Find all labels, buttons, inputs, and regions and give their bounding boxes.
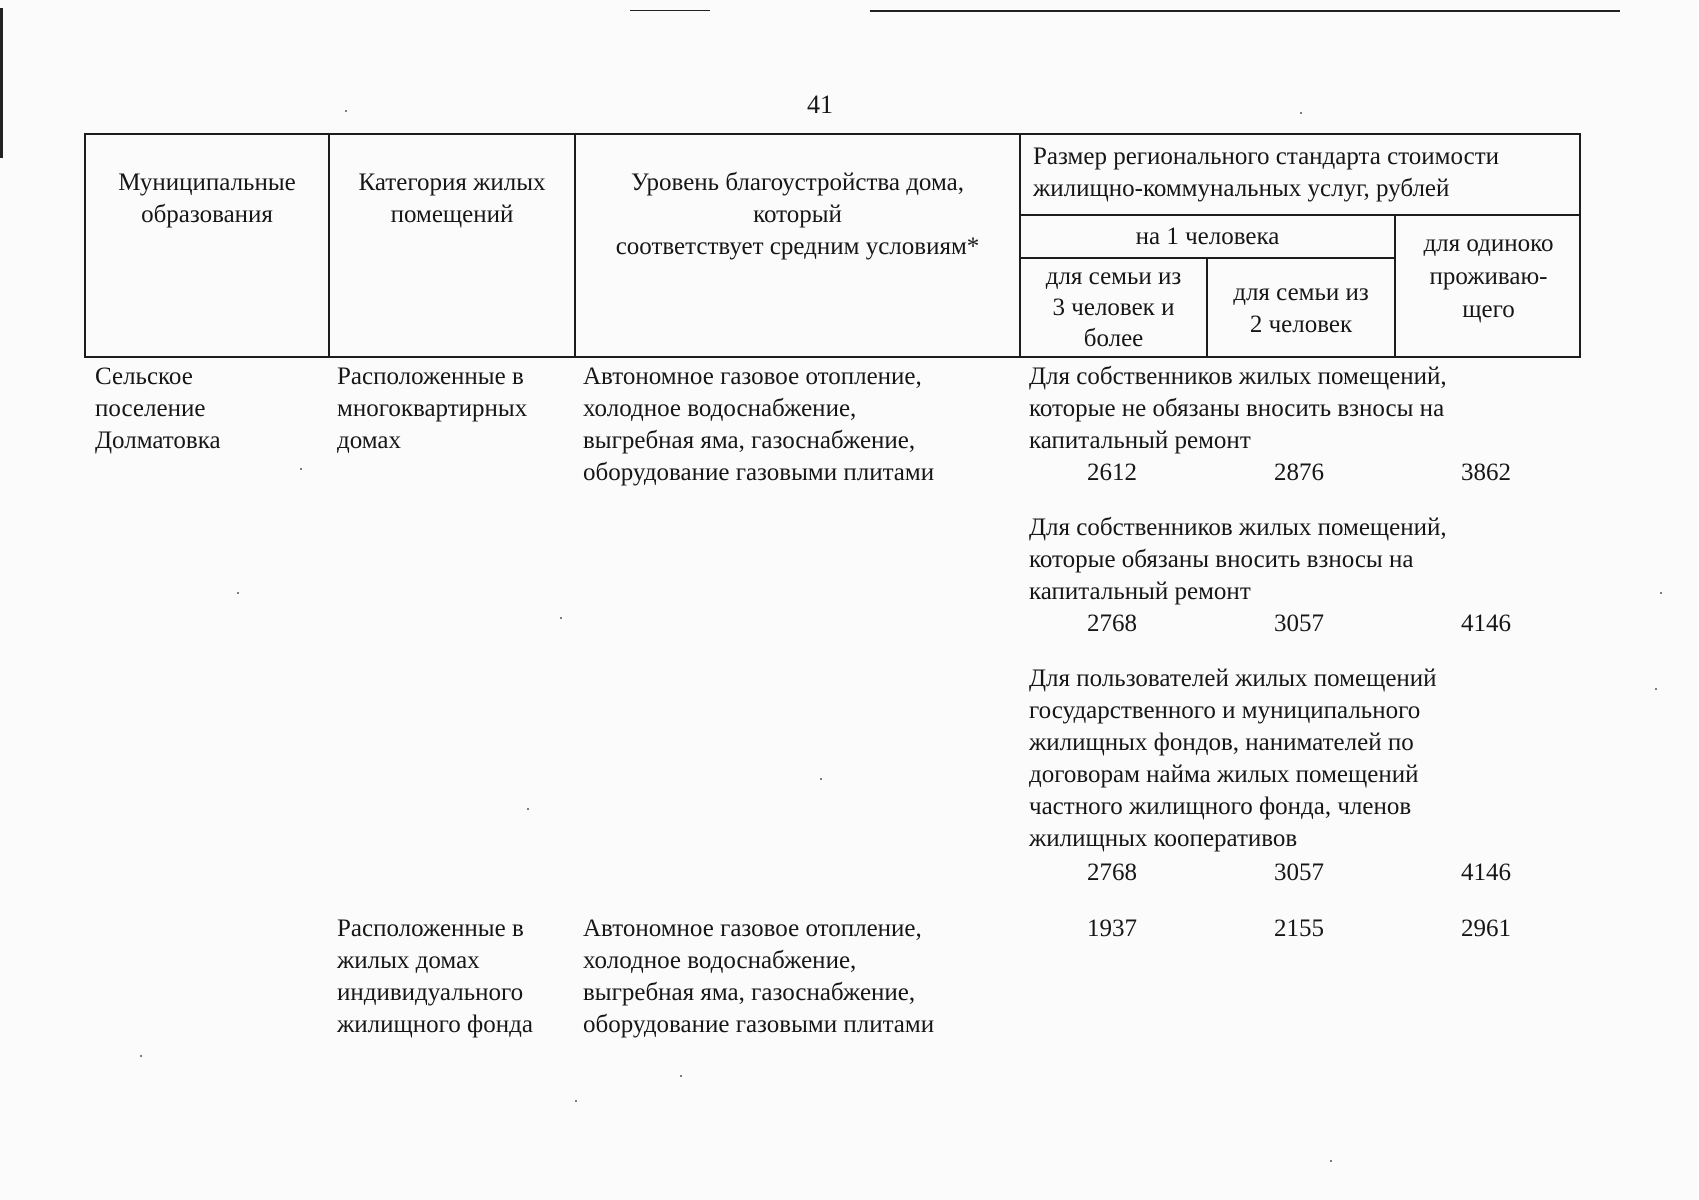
header-standard-size: Размер регионального стандарта стоимости жилищно-коммунальных услуг, рублей (1033, 143, 1500, 202)
value-cell: 2768 (1087, 610, 1137, 637)
scan-speck (140, 1055, 142, 1057)
value-cell: 3057 (1274, 859, 1324, 886)
value-cell: 2961 (1461, 915, 1511, 942)
page-number: 41 (807, 90, 833, 119)
value-cell: 2768 (1087, 859, 1137, 886)
header-per-person: на 1 человека (1135, 223, 1280, 250)
scan-speck (820, 778, 822, 780)
header-municipal: Муниципальные образования (118, 169, 296, 228)
value-cell: 2876 (1274, 459, 1324, 486)
header-improvement-level: Уровень благоустройства дома, который соответствует средним условиям* (615, 169, 980, 260)
scan-edge-left (0, 8, 3, 158)
row1-improvement-level: Автономное газовое отопление, холодное водоснабжение, выгребная яма, газоснабжение, оборудование газовыми плитами (583, 363, 935, 486)
row2-improvement-level: Автономное газовое отопление, холодное водоснабжение, выгребная яма, газоснабжение, оборудование газовыми плитами (583, 915, 935, 1038)
scan-speck (527, 808, 529, 810)
scan-edge-top-short (630, 10, 710, 11)
scan-speck (1660, 592, 1662, 594)
group-label-obliged: Для собственников жилых помещений, которые обязаны вносить взносы на капитальный ремонт (1029, 514, 1447, 605)
header-single: для одиноко проживаю- щего (1423, 230, 1554, 323)
value-cell: 4146 (1461, 859, 1511, 886)
value-cell: 3862 (1461, 459, 1511, 486)
scan-speck (345, 110, 347, 112)
scan-speck (1330, 1160, 1332, 1162)
scan-speck (1655, 688, 1657, 690)
header-category: Категория жилых помещений (358, 169, 546, 228)
scan-speck (680, 1075, 682, 1077)
value-cell: 2155 (1274, 915, 1324, 942)
row1-municipal: Сельское поселение Долматовка (95, 363, 221, 454)
scan-speck (575, 1100, 577, 1102)
value-cell: 3057 (1274, 610, 1324, 637)
scan-speck (237, 592, 239, 594)
table-header (84, 133, 1581, 358)
group-label-not-obliged: Для собственников жилых помещений, которые не обязаны вносить взносы на капитальный ремонт (1029, 363, 1447, 454)
scan-edge-top (870, 10, 1620, 12)
value-cell: 4146 (1461, 610, 1511, 637)
header-family-2: для семьи из 2 человек (1233, 279, 1369, 338)
scan-speck (1300, 112, 1302, 114)
header-family-3: для семьи из 3 человек и более (1045, 263, 1182, 352)
value-cell: 1937 (1087, 915, 1137, 942)
row1-category: Расположенные в многоквартирных домах (337, 363, 528, 454)
value-cell: 2612 (1087, 459, 1137, 486)
row2-category: Расположенные в жилых домах индивидуального жилищного фонда (337, 915, 533, 1038)
scan-speck (560, 617, 562, 619)
group-label-tenants: Для пользователей жилых помещений государственного и муниципального жилищных фондов, нанимателей по договорам найма жилых помещений частного жилищного фонда, членов жилищных кооперативов (1029, 665, 1437, 852)
scan-speck (300, 468, 302, 470)
